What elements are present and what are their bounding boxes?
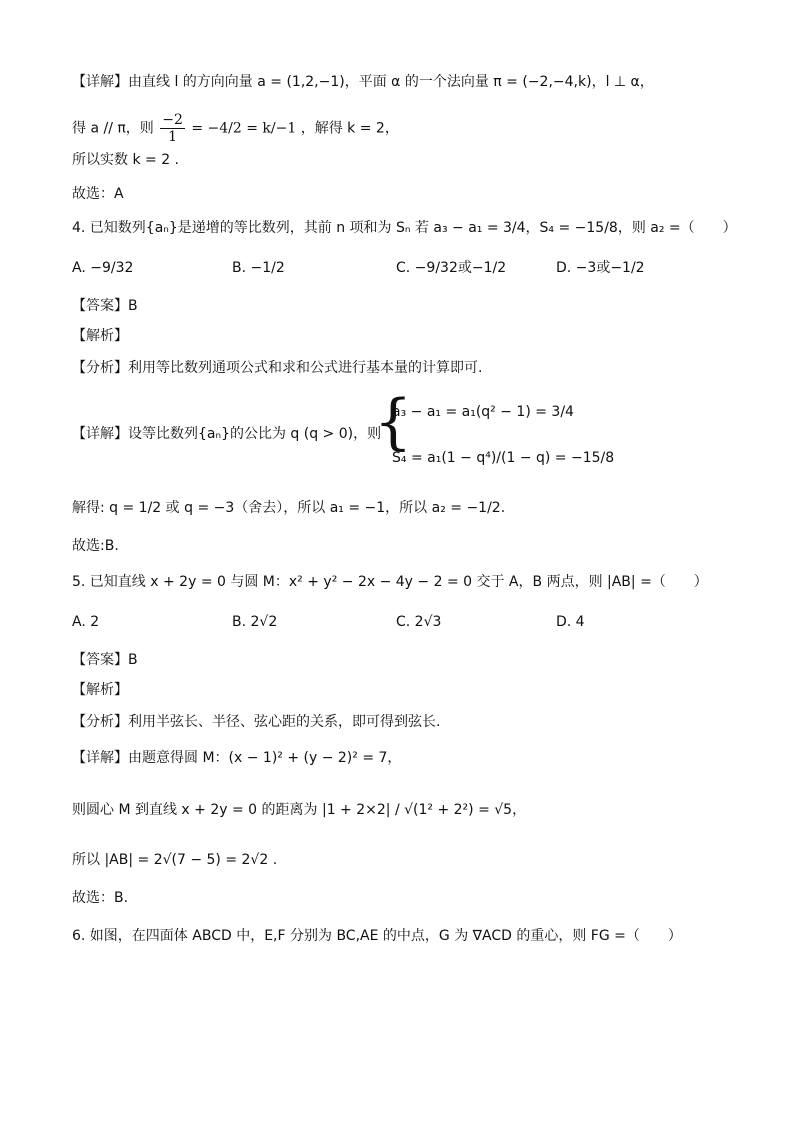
brace-icon: { [374, 387, 413, 457]
q3-choose: 故选：A [72, 186, 124, 202]
q4-choose: 故选:B. [72, 538, 119, 554]
q3-detail-line1: 【详解】由直线 l 的方向向量 a = (1,2,−1)，平面 α 的一个法向量 π = (−2,−4,k)，l ⊥ α， [72, 74, 654, 90]
q5-stem: 5. 已知直线 x + 2y = 0 与圆 M：x² + y² − 2x − 4y − 2 = 0 交于 A，B 两点，则 |AB| =（ ） [72, 574, 708, 590]
q4-system-eq1: a₃ − a₁ = a₁(q² − 1) = 3/4 [392, 404, 574, 420]
q4-option-a: A. −9/32 [72, 260, 134, 276]
q4-option-c: C. −9/32或−1/2 [396, 260, 507, 276]
q4-system-eq2: S₄ = a₁(1 − q⁴)/(1 − q) = −15/8 [392, 450, 615, 466]
q5-analysis: 【分析】利用半弦长、半径、弦心距的关系，即可得到弦长. [72, 714, 441, 730]
q5-answer: 【答案】B [72, 652, 138, 668]
q5-detail2: 则圆心 M 到直线 x + 2y = 0 的距离为 |1 + 2×2| / √(1² + 2²) = √5， [72, 802, 527, 818]
q6-stem: 6. 如图，在四面体 ABCD 中，E,F 分别为 BC,AE 的中点，G 为 ∇ACD 的重心，则 FG =（ ） [72, 928, 682, 944]
q5-option-d: D. 4 [556, 614, 585, 630]
q3-detail-line3: 所以实数 k = 2 . [72, 152, 179, 168]
q4-analysis: 【分析】利用等比数列通项公式和求和公式进行基本量的计算即可. [72, 360, 483, 376]
q4-detail: 【详解】设等比数列{aₙ}的公比为 q (q > 0)，则 [72, 426, 382, 442]
q4-equation-system [374, 387, 413, 457]
q5-choose: 故选：B. [72, 890, 129, 906]
fraction: $\frac{-2}{1}$ [162, 112, 183, 145]
q3-detail-line2: 得 a // π，则 $\frac{-2}{1}$ = −4/2 = k/−1 ，解得 k = 2， [72, 112, 399, 145]
q5-detail1: 【详解】由题意得圆 M：(x − 1)² + (y − 2)² = 7， [72, 750, 402, 766]
q4-answer: 【答案】B [72, 298, 138, 314]
q5-analysis-head: 【解析】 [72, 682, 128, 698]
q4-stem: 4. 已知数列{aₙ}是递增的等比数列，其前 n 项和为 Sₙ 若 a₃ − a₁ = 3/4，S₄ = −15/8，则 a₂ =（ ） [72, 220, 737, 236]
q4-analysis-head: 【解析】 [72, 328, 128, 344]
q4-solve: 解得: q = 1/2 或 q = −3（舍去），所以 a₁ = −1，所以 a₂ = −1/2. [72, 500, 506, 516]
q5-detail3: 所以 |AB| = 2√(7 − 5) = 2√2 . [72, 852, 278, 868]
q5-option-c: C. 2√3 [396, 614, 442, 630]
q5-option-b: B. 2√2 [232, 614, 278, 630]
q4-option-b: B. −1/2 [232, 260, 285, 276]
q4-option-d: D. −3或−1/2 [556, 260, 645, 276]
q5-option-a: A. 2 [72, 614, 100, 630]
